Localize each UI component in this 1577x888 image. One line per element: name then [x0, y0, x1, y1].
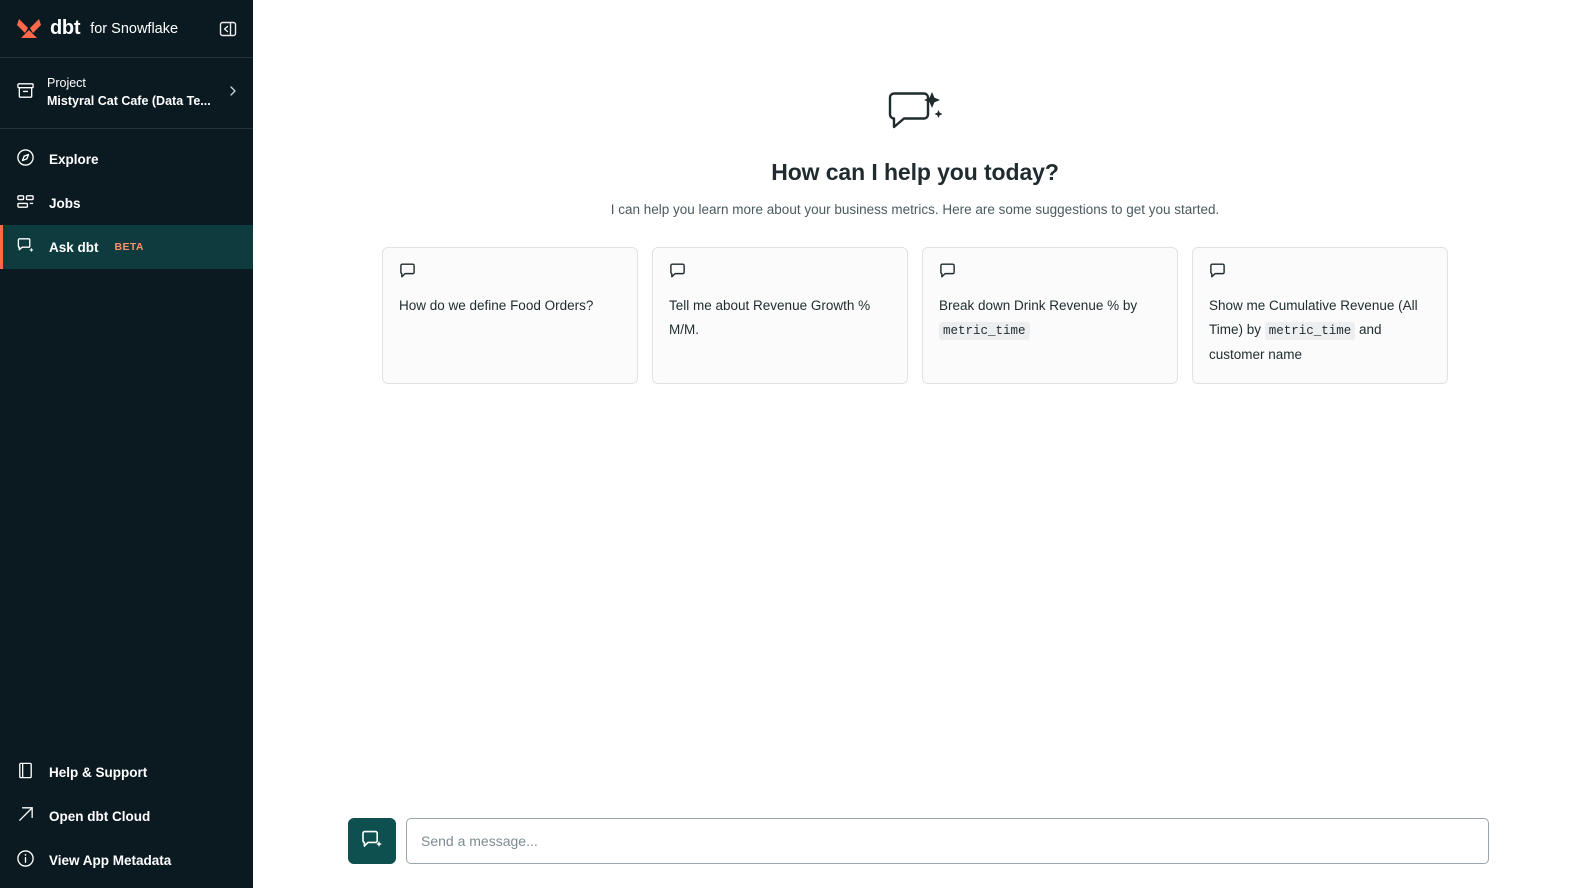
sidebar [0, 0, 253, 888]
chat-bubble-icon [939, 262, 1161, 284]
sidebar-item-explore[interactable] [0, 137, 253, 181]
sidebar-item-help-support[interactable] [0, 750, 253, 794]
suggestion-text-part: and customer name [1209, 322, 1382, 362]
suggestion-text [669, 294, 891, 342]
sidebar-item-view-app-metadata[interactable] [0, 838, 253, 882]
panel-collapse-icon[interactable] [217, 18, 239, 40]
info-circle-icon [16, 849, 35, 871]
compass-icon [16, 148, 35, 170]
suggestion-code-token: metric_time [1265, 322, 1356, 340]
suggestion-card[interactable] [652, 247, 908, 384]
empty-state [253, 0, 1577, 888]
brand-name: dbt [50, 17, 81, 39]
status-badge: BETA [114, 241, 144, 253]
sidebar-item-label: View App Metadata [49, 852, 172, 868]
book-icon [16, 761, 35, 783]
jobs-icon [16, 192, 35, 214]
sidebar-divider-project [0, 128, 253, 129]
sidebar-item-label: Help & Support [49, 764, 148, 780]
project-text [47, 74, 215, 110]
brand-suffix: for Snowflake [90, 20, 179, 37]
sidebar-item-label: Open dbt Cloud [49, 808, 151, 824]
new-chat-button[interactable] [348, 818, 396, 864]
new-chat-icon [360, 828, 384, 855]
suggestion-card[interactable] [1192, 247, 1448, 384]
page-subtitle: I can help you learn more about your business metrics. Here are some suggestions to get you started. [610, 202, 1220, 217]
suggestion-text [399, 294, 621, 318]
chat-bubble-icon [1209, 262, 1431, 284]
ask-dbt-icon [16, 236, 35, 258]
dbt-logo-icon [16, 16, 42, 42]
sidebar-item-open-dbt-cloud[interactable] [0, 794, 253, 838]
suggestion-text-part: Show me Cumulative Revenue (All Time) by [1209, 298, 1418, 337]
chat-sparkle-icon [886, 88, 944, 145]
main-content [253, 0, 1577, 888]
page-title: How can I help you today? [771, 159, 1059, 185]
project-name: Mistyral Cat Cafe (Data Te... [47, 94, 211, 108]
suggestion-text-part: Tell me about Revenue Growth % M/M. [669, 298, 871, 337]
sidebar-bottom-nav [0, 750, 253, 888]
chat-bubble-icon [399, 262, 621, 284]
sidebar-brand-row [0, 0, 253, 57]
chat-bubble-icon [669, 262, 891, 284]
sidebar-nav [0, 137, 253, 269]
suggestion-text [1209, 294, 1431, 367]
external-link-icon [16, 805, 35, 827]
message-composer [253, 818, 1577, 864]
message-input[interactable] [406, 818, 1489, 864]
project-selector[interactable] [0, 58, 253, 128]
brand-left [16, 16, 178, 42]
project-label: Project [47, 76, 86, 90]
sidebar-item-label: Explore [49, 151, 99, 167]
suggestion-card[interactable] [922, 247, 1178, 384]
suggestion-text-part: How do we define Food Orders? [399, 298, 594, 313]
sidebar-item-label: Ask dbt [49, 239, 99, 255]
sidebar-item-ask-dbt[interactable] [0, 225, 253, 269]
suggestion-card[interactable] [382, 247, 638, 384]
suggestion-cards [362, 247, 1468, 384]
sidebar-item-jobs[interactable] [0, 181, 253, 225]
suggestion-code-token: metric_time [939, 322, 1030, 340]
suggestion-text-part: Break down Drink Revenue % by [939, 298, 1138, 313]
suggestion-text [939, 294, 1161, 343]
archive-box-icon [16, 81, 35, 105]
sidebar-item-label: Jobs [49, 195, 81, 211]
chevron-right-icon [227, 85, 239, 99]
